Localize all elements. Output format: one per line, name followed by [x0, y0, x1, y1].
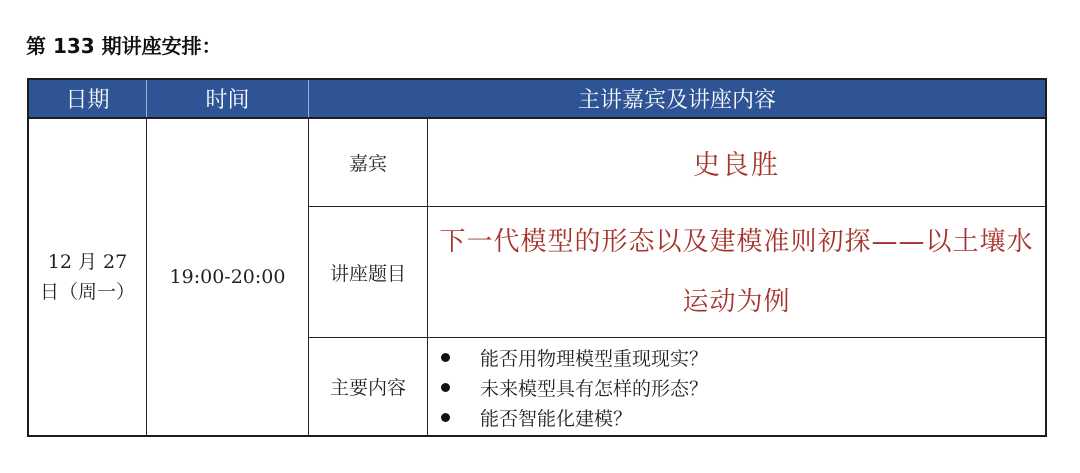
bullet-icon	[441, 353, 450, 362]
content-label: 主要内容	[329, 377, 406, 399]
list-item-text: 能否用物理模型重现现实？	[480, 347, 709, 370]
content-list	[429, 342, 1044, 432]
topic-title: 下一代模型的形态以及建模准则初探——以土壤水运动为例	[439, 227, 1034, 317]
time-cell: 19:00-20:00	[169, 266, 286, 288]
schedule-table	[27, 78, 1047, 437]
date-line-1: 12 月 27	[47, 251, 128, 273]
date-line-2: 日（周一）	[39, 281, 135, 303]
page-title: 第 133 期讲座安排：	[26, 34, 222, 58]
list-item-text: 未来模型具有怎样的形态？	[480, 377, 709, 400]
bullet-icon	[441, 413, 450, 422]
bullet-icon	[441, 383, 450, 392]
list-item-text: 能否智能化建模？	[480, 407, 633, 430]
header-divider	[146, 80, 147, 117]
speaker-label: 嘉宾	[348, 153, 387, 175]
header-divider	[308, 80, 309, 117]
topic-label: 讲座题目	[329, 262, 406, 285]
list-item	[429, 342, 1044, 372]
header-content: 主讲嘉宾及讲座内容	[309, 80, 1045, 117]
header-date: 日期	[29, 80, 146, 117]
list-item	[429, 372, 1044, 402]
speaker-name: 史良胜	[693, 150, 780, 181]
header-time: 时间	[147, 80, 308, 117]
date-cell	[29, 119, 146, 435]
list-item	[429, 402, 1044, 432]
